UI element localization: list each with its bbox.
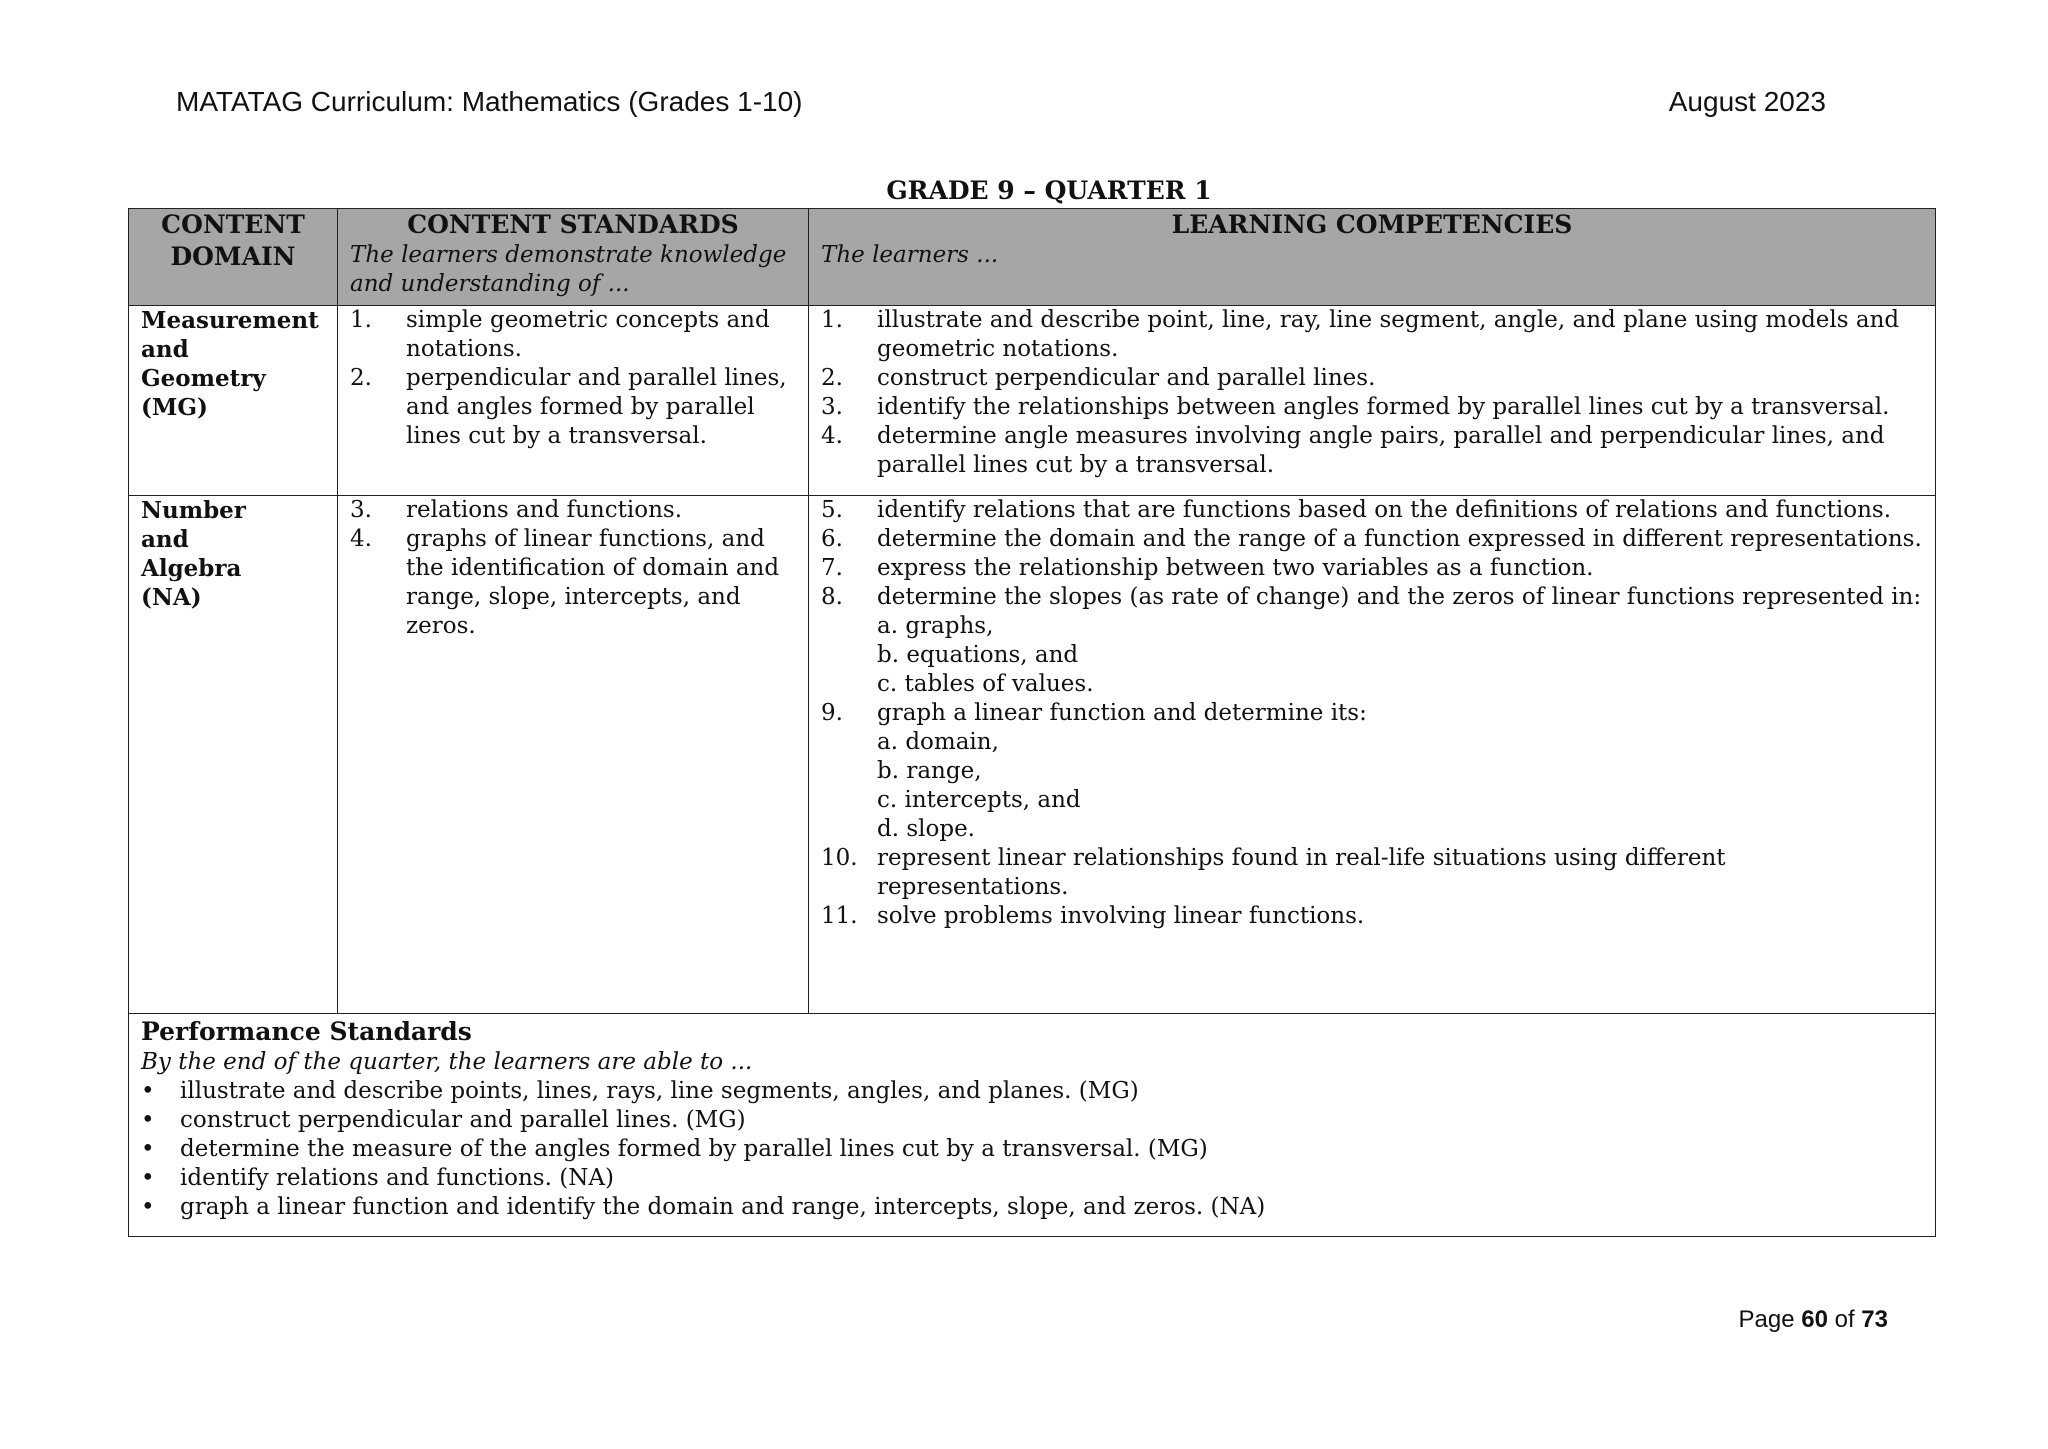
sub-item: a. domain, [877, 729, 999, 755]
sub-item: a. graphs, [877, 613, 994, 639]
list-item: 1. illustrate and describe point, line, ray, line segment, angle, and plane using models and geometric notations. [821, 307, 1900, 362]
list-item: 2. construct perpendicular and parallel lines. [821, 365, 1376, 391]
bullet-item: • illustrate and describe points, lines, rays, line segments, angles, and planes. (MG) [141, 1078, 1139, 1104]
list-item: 3. relations and functions. [350, 497, 682, 523]
page-number: Page 60 of 73 [1738, 1306, 1888, 1333]
domain-cell-na [129, 496, 338, 1014]
list-item: 9. graph a linear function and determine its: a. domain, b. range, c. intercepts, and d. slope. [821, 699, 1923, 844]
list-item: 4. determine angle measures involving angle pairs, parallel and perpendicular lines, and parallel lines cut by a transversal. [821, 423, 1885, 478]
domain-text: (MG) [141, 394, 208, 421]
header-date: August 2023 [1668, 86, 1826, 117]
sub-item: b. equations, and [877, 642, 1079, 668]
competencies-cell-mg [809, 306, 1936, 496]
bullet-icon: • [141, 1136, 155, 1162]
sub-item: d. slope. [877, 816, 975, 842]
grade-quarter-title: GRADE 9 – QUARTER 1 [886, 176, 1212, 205]
competencies-cell-na [809, 496, 1936, 1014]
domain-text: and [141, 336, 189, 363]
sub-item: c. intercepts, and [877, 787, 1081, 813]
bullet-item: • identify relations and functions. (NA) [141, 1165, 614, 1191]
domain-text: Algebra [141, 555, 242, 582]
header-content-domain [129, 209, 338, 306]
sub-item: b. range, [877, 758, 982, 784]
list-item: 6. determine the domain and the range of a function expressed in different representations. [821, 526, 1922, 552]
list-item: 2. perpendicular and parallel lines, and angles formed by parallel lines cut by a transversal. [350, 365, 787, 449]
list-item: 3. identify the relationships between angles formed by parallel lines cut by a transversal. [821, 394, 1890, 420]
standards-cell-na [338, 496, 809, 1014]
list-item: 10. represent linear relationships found in real-life situations using different representations. [821, 845, 1726, 900]
header-content-domain-line1: CONTENT [161, 210, 305, 239]
domain-text: Geometry [141, 365, 266, 392]
list-item: 11. solve problems involving linear functions. [821, 903, 1365, 929]
header-learning-competencies-title: LEARNING COMPETENCIES [1171, 210, 1573, 239]
domain-cell-mg [129, 306, 338, 496]
performance-standards-title: Performance Standards [141, 1017, 472, 1046]
bullet-item: • determine the measure of the angles formed by parallel lines cut by a transversal. (MG) [141, 1136, 1208, 1162]
curriculum-table [128, 208, 1936, 1237]
list-item: 5. identify relations that are functions based on the definitions of relations and functions. [821, 497, 1892, 523]
header-content-standards-title: CONTENT STANDARDS [407, 210, 739, 239]
header-content-standards [338, 209, 809, 306]
bullet-icon: • [141, 1194, 155, 1220]
performance-standards-intro: By the end of the quarter, the learners are able to ... [141, 1049, 753, 1075]
header-content-standards-subtitle: The learners demonstrate knowledge and understanding of ... [350, 242, 787, 297]
header-content-domain-line2: DOMAIN [170, 242, 296, 271]
table-row-na [129, 496, 1936, 1014]
list-item: 7. express the relationship between two variables as a function. [821, 555, 1594, 581]
performance-standards-row [129, 1014, 1936, 1237]
domain-text: Number [141, 497, 246, 524]
list-item: 4. graphs of linear functions, and the identification of domain and range, slope, intercepts, and zeros. [350, 526, 780, 639]
header-learning-competencies [809, 209, 1936, 306]
domain-text: and [141, 526, 189, 553]
list-item: 1. simple geometric concepts and notations. [350, 307, 770, 362]
bullet-item: • graph a linear function and identify the domain and range, intercepts, slope, and zeros. (NA) [141, 1194, 1266, 1220]
bullet-icon: • [141, 1165, 155, 1191]
sub-item: c. tables of values. [877, 671, 1094, 697]
list-item: 8. determine the slopes (as rate of change) and the zeros of linear functions represented in: a. graphs, b. equations, and c. tables of values. [821, 584, 1922, 697]
bullet-icon: • [141, 1078, 155, 1104]
domain-text: Measurement [141, 307, 319, 334]
bullet-item: • construct perpendicular and parallel lines. (MG) [141, 1107, 746, 1133]
header-title: MATATAG Curriculum: Mathematics (Grades 1-10) [176, 86, 803, 117]
table-header-row [129, 209, 1936, 306]
header-learning-competencies-subtitle: The learners ... [821, 242, 999, 268]
domain-text: (NA) [141, 584, 202, 611]
bullet-icon: • [141, 1107, 155, 1133]
performance-standards-cell [129, 1014, 1936, 1237]
table-row-mg [129, 306, 1936, 496]
standards-cell-mg [338, 306, 809, 496]
